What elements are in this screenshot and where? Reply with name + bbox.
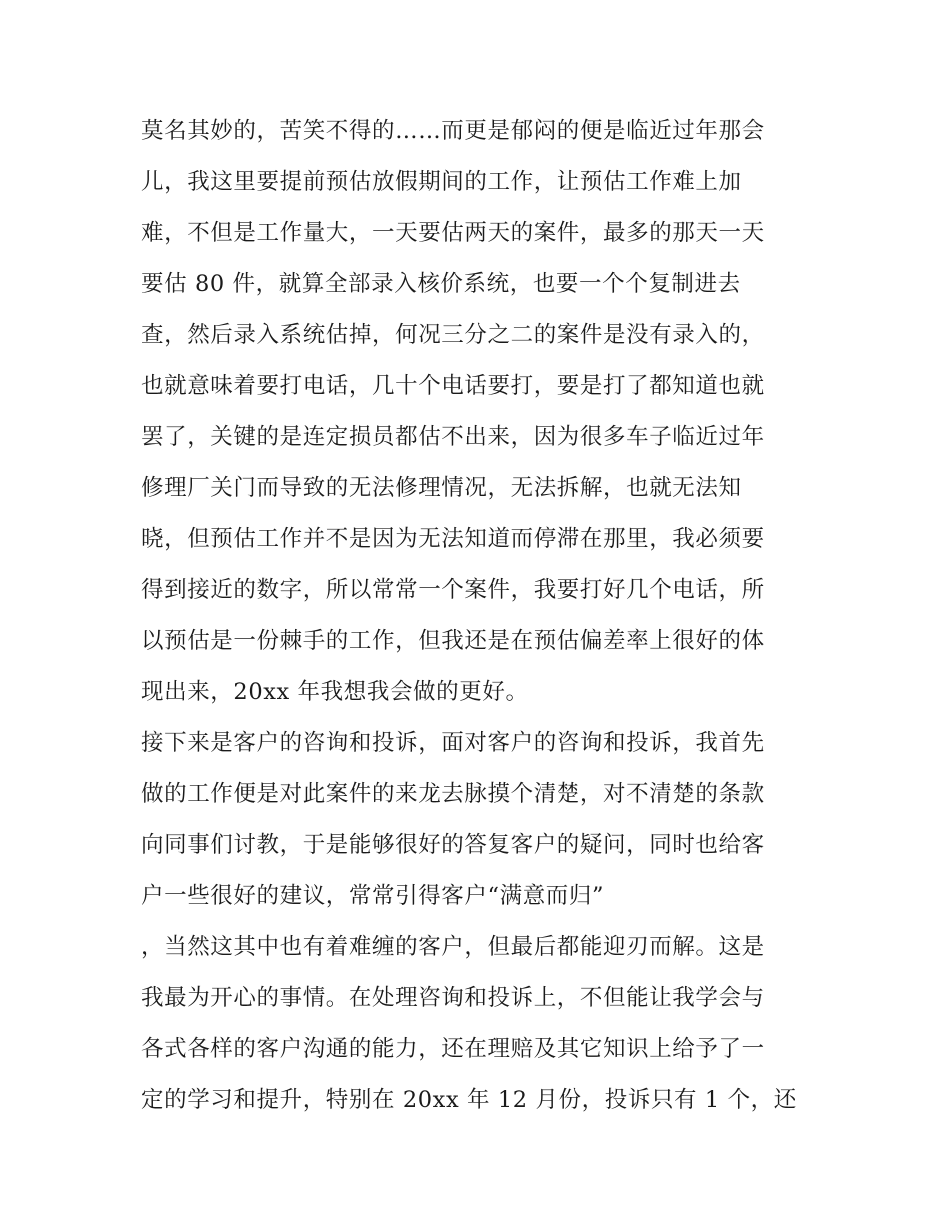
text-line: 罢了，关键的是连定损员都估不出来，因为很多车子临近过年 xyxy=(141,424,765,450)
text-line: 我最为开心的事情。在处理咨询和投诉上，不但能让我学会与 xyxy=(141,985,765,1011)
text-line: 定的学习和提升，特别在 20xx 年 12 月份，投诉只有 1 个，还 xyxy=(141,1087,797,1113)
text-line: 晓，但预估工作并不是因为无法知道而停滞在那里，我必须要 xyxy=(141,526,765,552)
text-line: 得到接近的数字，所以常常一个案件，我要打好几个电话，所 xyxy=(141,577,765,603)
text-line: ，当然这其中也有着难缠的客户，但最后都能迎刃而解。这是 xyxy=(141,934,765,960)
text-line: 莫名其妙的，苦笑不得的……而更是郁闷的便是临近过年那会 xyxy=(141,118,765,144)
text-line: 现出来，20xx 年我想我会做的更好。 xyxy=(141,679,529,705)
text-line: 查，然后录入系统估掉，何况三分之二的案件是没有录入的， xyxy=(141,322,765,348)
text-line: 户一些很好的建议，常常引得客户“满意而归” xyxy=(141,883,605,909)
text-line: 修理厂关门而导致的无法修理情况，无法拆解，也就无法知 xyxy=(141,475,742,501)
text-line: 难，不但是工作量大，一天要估两天的案件，最多的那天一天 xyxy=(141,220,765,246)
text-line: 儿，我这里要提前预估放假期间的工作，让预估工作难上加 xyxy=(141,169,742,195)
body-text xyxy=(141,106,831,1126)
text-line: 以预估是一份棘手的工作，但我还是在预估偏差率上很好的体 xyxy=(141,628,765,654)
text-line: 做的工作便是对此案件的来龙去脉摸个清楚，对不清楚的条款 xyxy=(141,781,765,807)
text-line: 要估 80 件，就算全部录入核价系统，也要一个个复制进去 xyxy=(141,271,741,297)
text-line: 也就意味着要打电话，几十个电话要打，要是打了都知道也就 xyxy=(141,373,765,399)
text-line: 向同事们讨教，于是能够很好的答复客户的疑问，同时也给客 xyxy=(141,832,765,858)
text-line: 各式各样的客户沟通的能力，还在理赔及其它知识上给予了一 xyxy=(141,1036,765,1062)
text-line: 接下来是客户的咨询和投诉，面对客户的咨询和投诉，我首先 xyxy=(141,730,765,756)
